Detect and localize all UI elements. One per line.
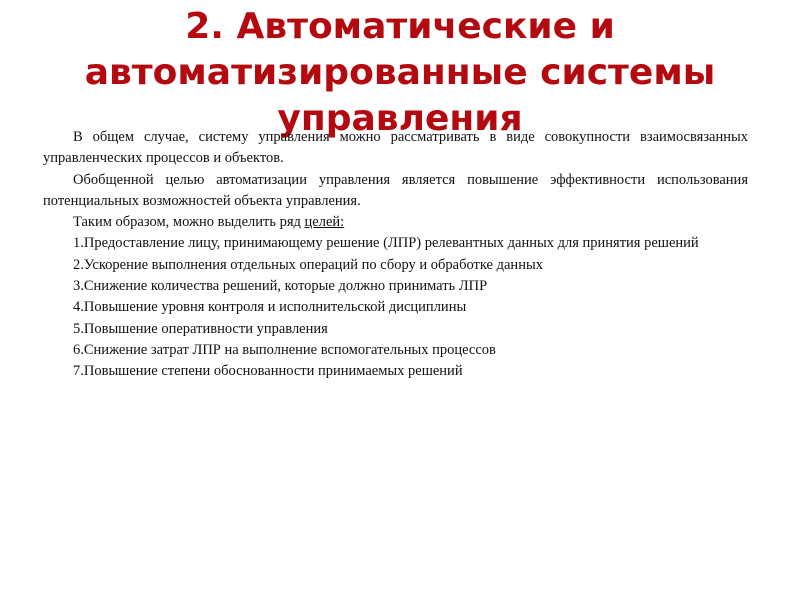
goals-intro	[43, 212, 748, 233]
goal-item: 1.Предоставление лицу, принимающему решение (ЛПР) релевантных данных для принятия решений	[73, 235, 699, 252]
paragraph-goal: Обобщенной целью автоматизации управления является повышение эффективности использования потенциальных возможностей объекта управления.	[43, 171, 748, 209]
slide-body	[43, 127, 748, 383]
goal-item: 3.Снижение количества решений, которые должно принимать ЛПР	[73, 278, 488, 295]
goal-item: 2.Ускорение выполнения отдельных операций по сбору и обработке данных	[73, 256, 543, 273]
goal-item: 6.Снижение затрат ЛПР на выполнение вспомогательных процессов	[73, 341, 496, 358]
slide-title: 2. Автоматические и автоматизированные системы управления	[84, 6, 716, 139]
goal-item: 4.Повышение уровня контроля и исполнительской дисциплины	[73, 299, 467, 316]
goal-item: 5.Повышение оперативности управления	[73, 320, 328, 337]
goals-intro-emphasis: целей:	[304, 214, 345, 231]
goal-item: 7.Повышение степени обоснованности принимаемых решений	[73, 363, 463, 380]
goals-intro-text: Таким образом, можно выделить ряд	[73, 214, 305, 231]
paragraph-general: В общем случае, систему управления можно рассматривать в виде совокупности взаимосвязанных управленческих процессов и объектов.	[43, 129, 748, 167]
